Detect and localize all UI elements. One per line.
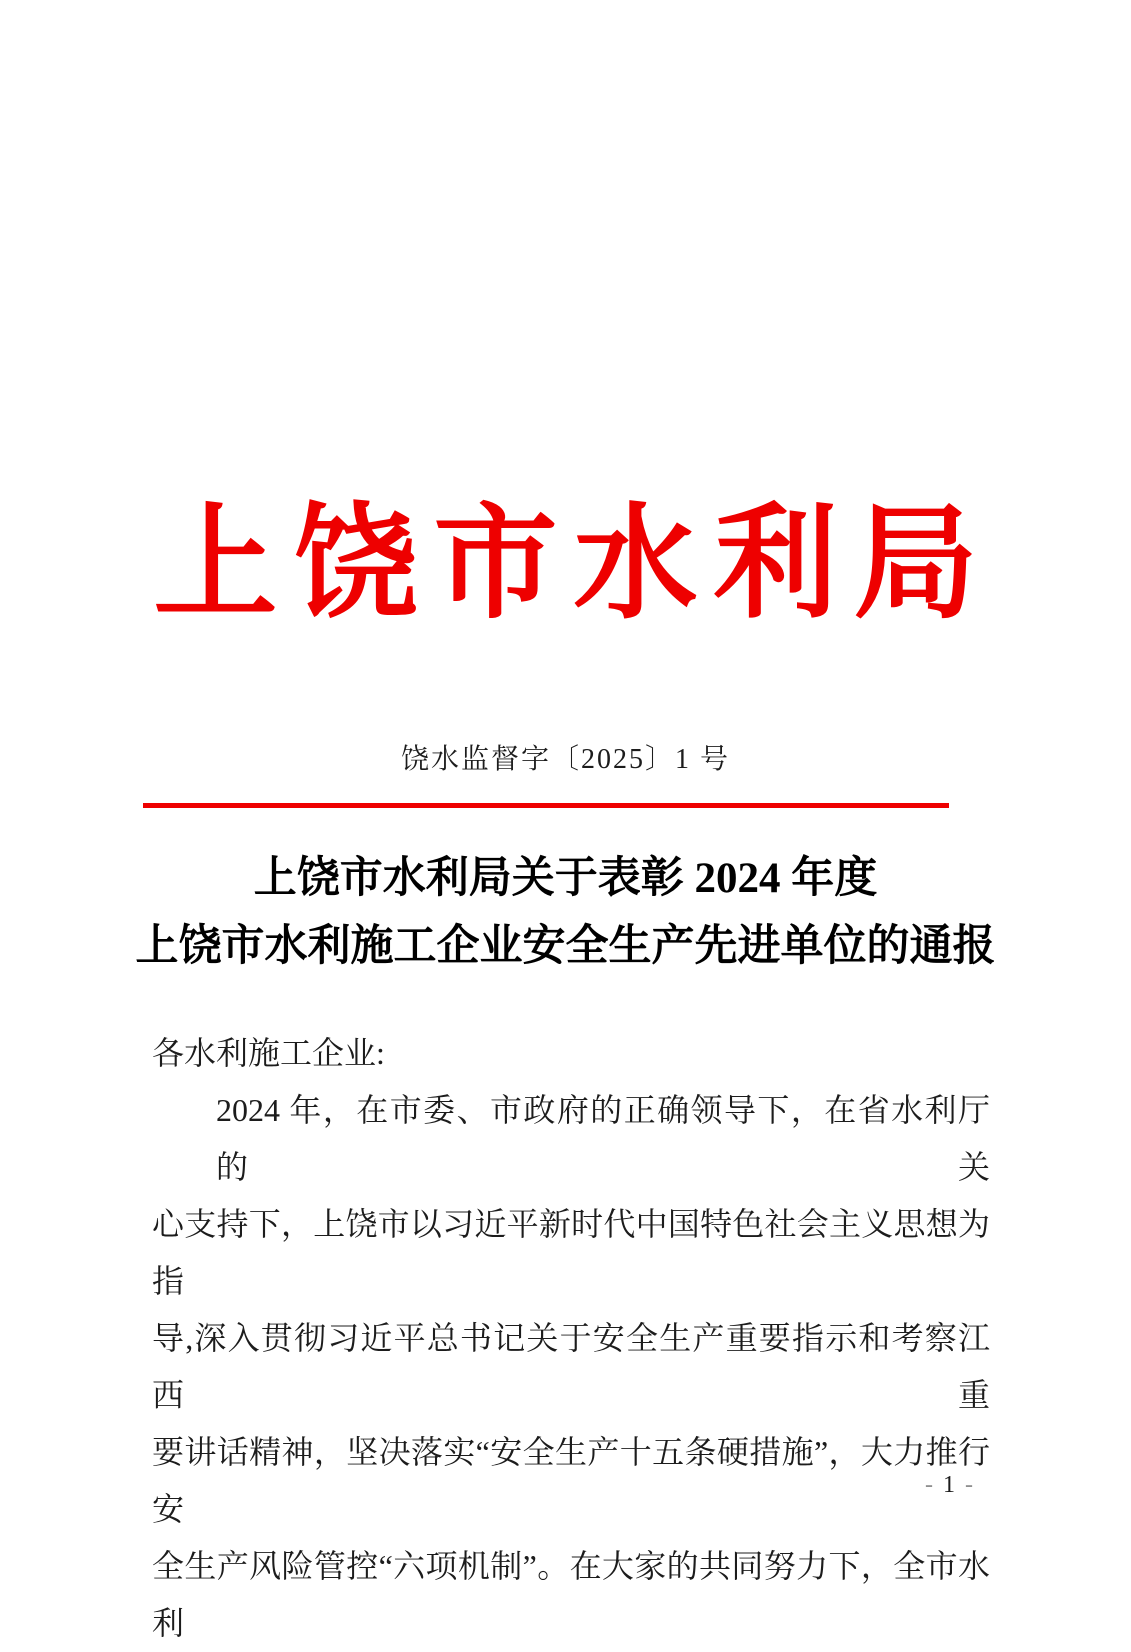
paragraph-line: 要讲话精神，坚决落实“安全生产十五条硬措施”，大力推行安 <box>152 1434 990 1527</box>
page-number-dash-left: - <box>925 1472 933 1498</box>
page-number-dash-right: - <box>965 1472 973 1498</box>
document-title-line-2: 上饶市水利施工企业安全生产先进单位的通报 <box>135 923 996 970</box>
red-divider-line <box>143 803 949 808</box>
page-number-value: 1 <box>943 1472 955 1498</box>
paragraph-line: 导,深入贯彻习近平总书记关于安全生产重要指示和考察江西重 <box>152 1320 990 1413</box>
document-title <box>0 845 1131 981</box>
document-title-line-1: 上饶市水利局关于表彰 2024 年度 <box>253 855 878 902</box>
document-number: 饶水监督字〔2025〕1 号 <box>400 744 730 775</box>
salutation-line: 各水利施工企业: <box>152 1035 385 1071</box>
paragraph-line: 全生产风险管控“六项机制”。在大家的共同努力下，全市水利 <box>152 1548 990 1641</box>
page-number <box>925 1470 973 1500</box>
paragraph-line: 心支持下，上饶市以习近平新时代中国特色社会主义思想为指 <box>152 1206 990 1299</box>
document-body <box>152 1025 990 1652</box>
agency-masthead: 上饶市水利局 <box>153 496 994 633</box>
paragraph-line: 2024 年，在市委、市政府的正确领导下，在省水利厅的关 <box>216 1092 990 1185</box>
